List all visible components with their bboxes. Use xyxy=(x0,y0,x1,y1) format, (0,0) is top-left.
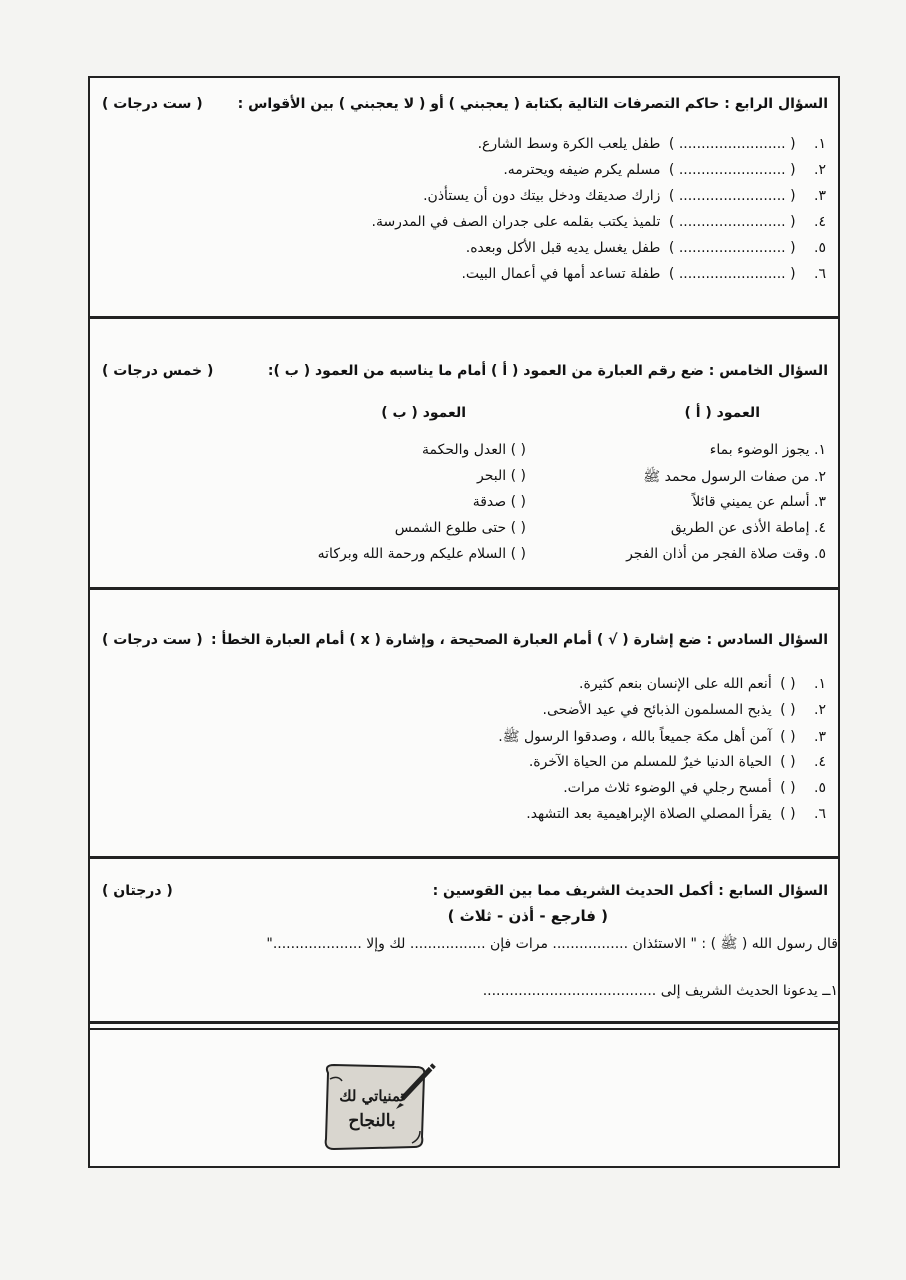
list-item: ٣. ( ) آمن أهل مكة جميعاً بالله ، وصدقوا الرسول ﷺ. xyxy=(498,729,826,745)
list-item: ٦. ( ........................ ) طفلة تساعد أمها في أعمال البيت. xyxy=(461,266,826,282)
column-b-header: العمود ( ب ) xyxy=(381,405,466,421)
question-5-grade: ( خمس درجات ) xyxy=(102,363,214,379)
list-item: ٢. ( ........................ ) مسلم يكرم ضيفه ويحترمه. xyxy=(503,162,826,178)
list-item: ١. ( ) أنعم الله على الإنسان بنعم كثيرة. xyxy=(579,676,826,692)
answer-blank[interactable]: ( ) xyxy=(780,729,796,745)
question-4-header xyxy=(102,96,828,112)
question-5-header xyxy=(102,363,828,379)
column-a-item: ٢. من صفات الرسول محمد ﷺ xyxy=(643,469,826,485)
question-6-title: السؤال السادس : ضع إشارة ( √ ) أمام العبارة الصحيحة ، وإشارة ( x ) أمام العبارة الخطأ : xyxy=(210,632,828,648)
list-item: ٥. ( ........................ ) طفل يغسل يديه قبل الأكل وبعده. xyxy=(465,240,826,256)
hadith-question[interactable]: ١ــ يدعونا الحديث الشريف إلى ....................................... xyxy=(482,983,838,999)
answer-blank[interactable]: ( ........................ ) xyxy=(668,188,796,204)
answer-blank[interactable]: ( ........................ ) xyxy=(668,136,796,152)
list-item: ٦. ( ) يقرأ المصلي الصلاة الإبراهيمية بعد التشهد. xyxy=(526,806,826,822)
question-4-grade: ( ست درجات ) xyxy=(102,96,203,112)
question-5-title: السؤال الخامس : ضع رقم العبارة من العمود ( أ ) أمام ما يناسبه من العمود ( ب ): xyxy=(267,363,828,379)
column-a-item: ١. يجوز الوضوء بماء xyxy=(709,442,826,458)
question-6-header xyxy=(102,632,828,648)
column-b-item[interactable]: ( ) العدل والحكمة xyxy=(422,442,526,458)
answer-blank[interactable]: ( ) xyxy=(780,806,796,822)
column-b-item[interactable]: ( ) البحر xyxy=(477,468,526,484)
answer-blank[interactable]: ( ........................ ) xyxy=(668,162,796,178)
good-luck-logo xyxy=(316,1059,440,1155)
answer-blank[interactable]: ( ) xyxy=(780,676,796,692)
list-item: ٤. ( ........................ ) تلميذ يكتب بقلمه على جدران الصف في المدرسة. xyxy=(371,214,826,230)
column-b-item[interactable]: ( ) حتى طلوع الشمس xyxy=(394,520,526,536)
scroll-pen-icon xyxy=(316,1059,440,1155)
answer-blank[interactable]: ( ) xyxy=(780,780,796,796)
answer-blank[interactable]: ( ........................ ) xyxy=(668,214,796,230)
list-item: ٥. ( ) أمسح رجلي في الوضوء ثلاث مرات. xyxy=(563,780,826,796)
answer-blank[interactable]: ( ........................ ) xyxy=(668,266,796,282)
column-a-header: العمود ( أ ) xyxy=(684,405,760,421)
hadith-line[interactable]: قال رسول الله ( ﷺ ) : " الاستئذان ................. مرات فإن ................. لك وإلا ...................." xyxy=(266,936,838,952)
column-b-item[interactable]: ( ) السلام عليكم ورحمة الله وبركاته xyxy=(317,546,526,562)
list-item: ٤. ( ) الحياة الدنيا خيرٌ للمسلم من الحياة الآخرة. xyxy=(528,754,826,770)
column-a-item: ٤. إماطة الأذى عن الطريق xyxy=(670,520,826,536)
question-5-section xyxy=(90,319,838,587)
question-6-section xyxy=(90,590,838,856)
question-7-title: السؤال السابع : أكمل الحديث الشريف مما بين القوسين : xyxy=(432,883,828,899)
answer-blank[interactable]: ( ........................ ) xyxy=(668,240,796,256)
word-choices: ( فارجع - أذن - ثلاث ) xyxy=(447,907,608,925)
question-7-section xyxy=(90,859,838,1021)
section-divider xyxy=(90,1021,838,1024)
column-b-item[interactable]: ( ) صدقة xyxy=(472,494,526,510)
answer-blank[interactable]: ( ) xyxy=(780,702,796,718)
list-item: ١. ( ........................ ) طفل يلعب الكرة وسط الشارع. xyxy=(477,136,826,152)
column-a-item: ٥. وقت صلاة الفجر من أذان الفجر xyxy=(626,546,826,562)
question-7-grade: ( درجتان ) xyxy=(102,883,173,899)
list-item: ٢. ( ) يذبح المسلمون الذبائح في عيد الأضحى. xyxy=(542,702,826,718)
question-4-title: السؤال الرابع : حاكم التصرفات التالية بكتابة ( يعجبني ) أو ( لا يعجبني ) بين الأقواس : xyxy=(237,96,828,112)
question-7-header xyxy=(102,883,828,899)
exam-page-frame xyxy=(88,76,840,1168)
column-a-item: ٣. أسلم عن يميني قائلاً xyxy=(692,494,826,510)
question-6-grade: ( ست درجات ) xyxy=(102,632,203,648)
list-item: ٣. ( ........................ ) زارك صديقك ودخل بيتك دون أن يستأذن. xyxy=(423,188,826,204)
logo-text-line2: بالنجاح xyxy=(348,1111,396,1131)
logo-text-line1: تمنياتي لك xyxy=(339,1087,405,1105)
answer-blank[interactable]: ( ) xyxy=(780,754,796,770)
question-4-section xyxy=(90,78,838,316)
section-divider xyxy=(90,1028,838,1030)
